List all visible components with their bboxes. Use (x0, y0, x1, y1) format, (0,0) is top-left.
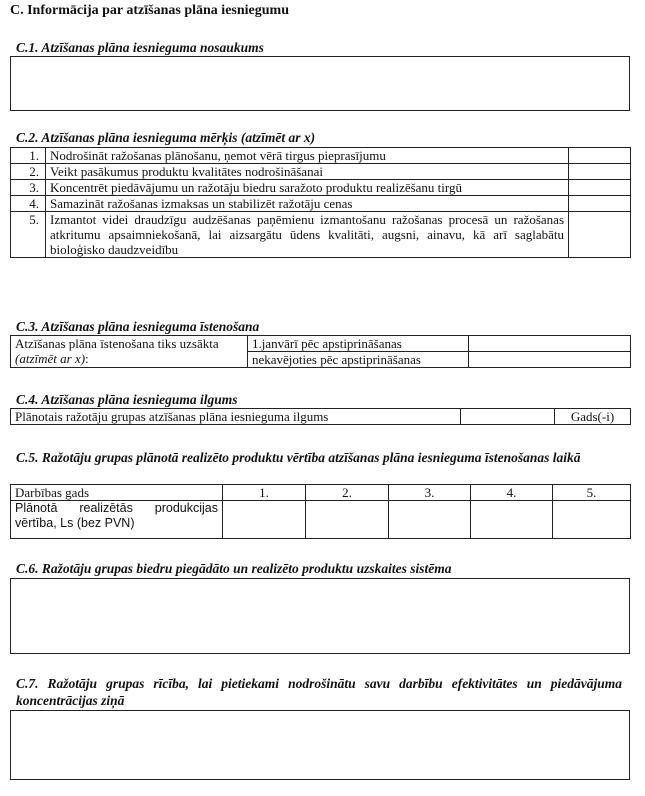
c5-value-year-5[interactable] (553, 501, 631, 539)
c4-unit: Gads(-i) (555, 409, 631, 425)
c5-year-label: Darbības gads (11, 485, 223, 501)
c3-title: C.3. Atzīšanas plāna iesnieguma īstenošana (16, 319, 260, 334)
goal-number: 5. (11, 212, 46, 258)
goal-mark-cell[interactable] (569, 196, 631, 212)
c1-title: C.1. Atzīšanas plāna iesnieguma nosaukums (16, 40, 264, 55)
goal-text: Koncentrēt piedāvājumu un ražotāju biedru saražoto produktu realizēšanu tirgū (46, 180, 569, 196)
table-row (11, 485, 631, 501)
c5-year-3: 3. (389, 485, 471, 501)
goal-mark-cell[interactable] (569, 212, 631, 258)
c4-duration-input[interactable] (461, 409, 555, 425)
c3-label (11, 336, 248, 368)
goal-mark-cell[interactable] (569, 180, 631, 196)
table-row (11, 212, 631, 258)
c3-label-main: Atzīšanas plāna īstenošana tiks uzsākta (15, 336, 219, 351)
c3-option-mark-cell[interactable] (469, 336, 631, 352)
c4-title: C.4. Atzīšanas plāna iesnieguma ilgums (16, 392, 238, 407)
c3-label-hint: (atzīmēt ar x) (15, 351, 86, 366)
c5-year-2: 2. (306, 485, 389, 501)
c5-value-year-2[interactable] (306, 501, 389, 539)
c4-label: Plānotais ražotāju grupas atzīšanas plāna iesnieguma ilgums (11, 409, 461, 425)
c5-title: C.5. Ražotāju grupas plānotā realizēto produktu vērtība atzīšanas plāna iesnieguma īstenošanas laikā (16, 450, 581, 465)
goal-text: Izmantot videi draudzīgu audzēšanas paņēmienu izmantošanu ražošanas procesā un ražošanas atkritumu apsaimniekošanā, lai aizsargātu ūdens kvalitāti, augsni, ainavu, kā arī saglabātu bioloģisko daudzveidību (46, 212, 569, 258)
c5-year-4: 4. (471, 485, 553, 501)
goal-mark-cell[interactable] (569, 148, 631, 164)
c3-implementation-table (10, 335, 631, 368)
c3-label-colon: : (85, 351, 89, 366)
c6-accounting-field[interactable] (10, 578, 630, 654)
c5-value-label: Plānotā realizētās produkcijas vērtība, Ls (bez PVN) (11, 501, 223, 539)
c3-option-text: 1.janvārī pēc apstiprināšanas (248, 336, 469, 352)
table-row (11, 164, 631, 180)
c3-option-text: nekavējoties pēc apstiprināšanas (248, 352, 469, 368)
goal-number: 1. (11, 148, 46, 164)
c5-year-1: 1. (223, 485, 306, 501)
goal-text: Samazināt ražošanas izmaksas un stabilizēt ražotāju cenas (46, 196, 569, 212)
goal-number: 4. (11, 196, 46, 212)
table-row (11, 409, 631, 425)
c5-year-5: 5. (553, 485, 631, 501)
c3-option-mark-cell[interactable] (469, 352, 631, 368)
table-row (11, 501, 631, 539)
goal-mark-cell[interactable] (569, 164, 631, 180)
c1-name-field[interactable] (10, 56, 630, 111)
c5-value-table (10, 484, 631, 539)
goal-text: Veikt pasākumus produktu kvalitātes nodrošināšanai (46, 164, 569, 180)
section-heading: C. Informācija par atzīšanas plāna iesniegumu (10, 3, 289, 18)
table-row (11, 148, 631, 164)
table-row (11, 336, 631, 352)
goal-number: 3. (11, 180, 46, 196)
goal-number: 2. (11, 164, 46, 180)
c7-title: C.7. Ražotāju grupas rīcība, lai pietiekami nodrošinātu savu darbību efektivitātes un piedāvājuma koncentrācijas ziņā (16, 676, 622, 708)
c7-action-field[interactable] (10, 710, 630, 780)
c5-value-year-4[interactable] (471, 501, 553, 539)
c5-value-year-1[interactable] (223, 501, 306, 539)
c2-title: C.2. Atzīšanas plāna iesnieguma mērķis (atzīmēt ar x) (16, 130, 316, 145)
c2-goals-table (10, 147, 631, 258)
c6-title: C.6. Ražotāju grupas biedru piegādāto un realizēto produktu uzskaites sistēma (16, 561, 452, 576)
c4-duration-table (10, 408, 631, 425)
table-row (11, 196, 631, 212)
goal-text: Nodrošināt ražošanas plānošanu, ņemot vērā tirgus pieprasījumu (46, 148, 569, 164)
c5-value-year-3[interactable] (389, 501, 471, 539)
table-row (11, 180, 631, 196)
